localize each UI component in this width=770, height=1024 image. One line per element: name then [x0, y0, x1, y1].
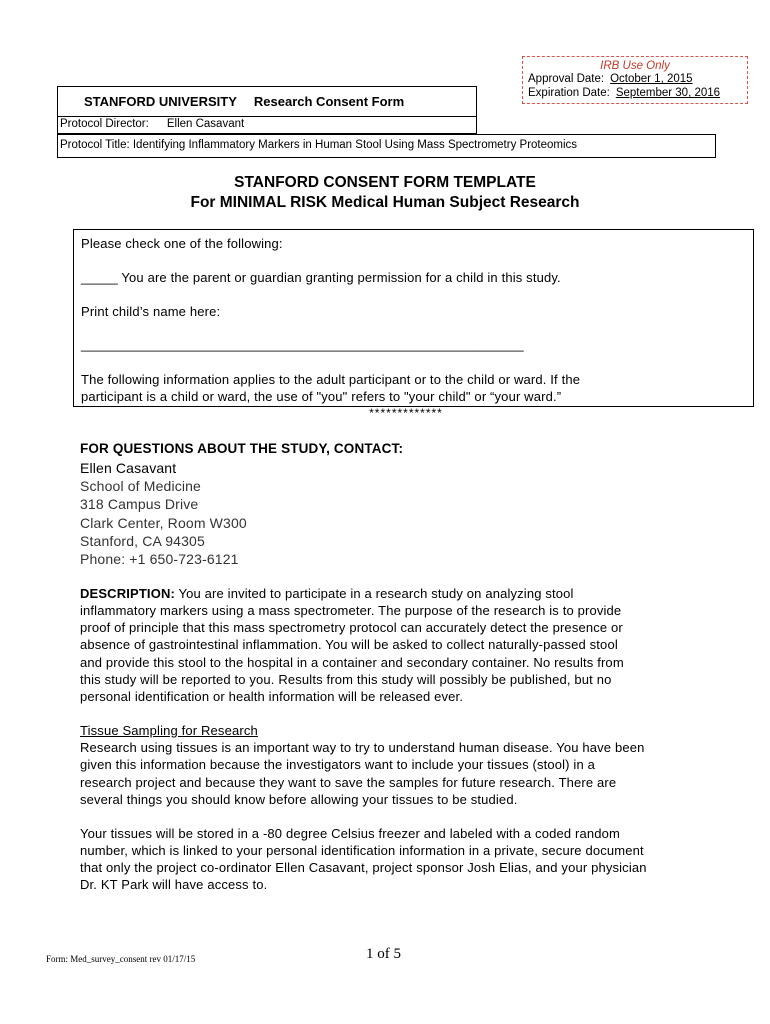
contact-line: School of Medicine: [80, 478, 201, 494]
child-name-label: Print child’s name here:: [81, 304, 221, 319]
storage-line: Dr. KT Park will have access to.: [80, 877, 268, 892]
storage-line: number, which is linked to your personal identification information in a private, secure document: [80, 843, 644, 858]
contact-heading: FOR QUESTIONS ABOUT THE STUDY, CONTACT:: [80, 441, 404, 456]
description-line: proof of principle that this mass spectrometry protocol can accurately detect the presence or: [80, 620, 623, 635]
form-revision-id: Form: Med_survey_consent rev 01/17/15: [46, 954, 196, 964]
tissue-line: research project and because they want to save the samples for future research. There are: [80, 775, 617, 790]
description-text: You are invited to participate in a research study on analyzing stool: [174, 586, 574, 601]
header-form-name: Research Consent Form: [253, 94, 405, 109]
info-line-2: participant is a child or ward, the use of "you" refers to "your child" or “your ward.”: [81, 389, 562, 404]
page-number: 1 of 5: [366, 946, 401, 962]
protocol-title: Protocol Title: Identifying Inflammatory Markers in Human Stool Using Mass Spectrometry Proteomics: [57, 134, 716, 158]
contact-line: Clark Center, Room W300: [80, 515, 247, 531]
tissue-line: several things you should know before allowing your tissues to be studied.: [80, 792, 518, 807]
protocol-director-value: Ellen Casavant: [166, 118, 245, 130]
expiration-date-value: September 30, 2016: [615, 87, 721, 99]
info-line-1: The following information applies to the adult participant or to the child or ward. If the: [81, 372, 581, 387]
contact-line: Stanford, CA 94305: [80, 533, 205, 549]
description-first-line: [80, 586, 574, 601]
expiration-date-label: Expiration Date:: [528, 87, 610, 99]
separator-stars: *************: [369, 406, 443, 420]
storage-line: Your tissues will be stored in a -80 degree Celsius freezer and labeled with a coded random: [80, 826, 620, 841]
description-line: absence of gastrointestinal inflammation. You will be asked to collect naturally-passed stool: [80, 637, 618, 652]
approval-date-value: October 1, 2015: [610, 73, 693, 85]
parent-guardian-option[interactable]: _____ You are the parent or guardian granting permission for a child in this study.: [81, 270, 561, 285]
tissue-line: given this information because the investigators want to include your tissues (stool) in a: [80, 757, 595, 772]
contact-line: 318 Campus Drive: [80, 496, 199, 512]
description-line: personal identification or health information will be released ever.: [80, 689, 464, 704]
participant-checkbox-section: [73, 229, 754, 407]
description-label: DESCRIPTION:: [80, 586, 175, 601]
irb-title: IRB Use Only: [600, 60, 670, 72]
child-name-field[interactable]: ____________________________________________________________: [81, 337, 524, 352]
tissue-heading: Tissue Sampling for Research: [80, 723, 258, 738]
description-line: inflammatory markers using a mass spectrometer. The purpose of the research is to provide: [80, 603, 622, 618]
template-title: STANFORD CONSENT FORM TEMPLATE: [234, 174, 536, 191]
contact-phone: Phone: +1 650-723-6121: [80, 551, 239, 567]
approval-date-row: [528, 73, 693, 85]
irb-use-box: [522, 56, 748, 104]
protocol-director-label: Protocol Director:: [60, 118, 149, 130]
consent-form-header: [57, 86, 477, 134]
approval-date-label: Approval Date:: [528, 73, 605, 85]
protocol-director-row: [60, 118, 244, 130]
description-line: and provide this stool to the hospital in a container and secondary container. No results from: [80, 655, 624, 670]
storage-line: that only the project co-ordinator Ellen Casavant, project sponsor Josh Elias, and your physician: [80, 860, 647, 875]
description-line: this study will be reported to you. Results from this study will possibly be published, but no: [80, 672, 612, 687]
header-title: [84, 94, 404, 109]
contact-name: Ellen Casavant: [80, 460, 177, 476]
expiration-date-row: [528, 87, 720, 99]
header-university: STANFORD UNIVERSITY: [84, 94, 237, 109]
template-subtitle: For MINIMAL RISK Medical Human Subject Research: [190, 194, 580, 211]
check-instruction: Please check one of the following:: [81, 236, 283, 251]
tissue-line: Research using tissues is an important way to try to understand human disease. You have been: [80, 740, 645, 755]
